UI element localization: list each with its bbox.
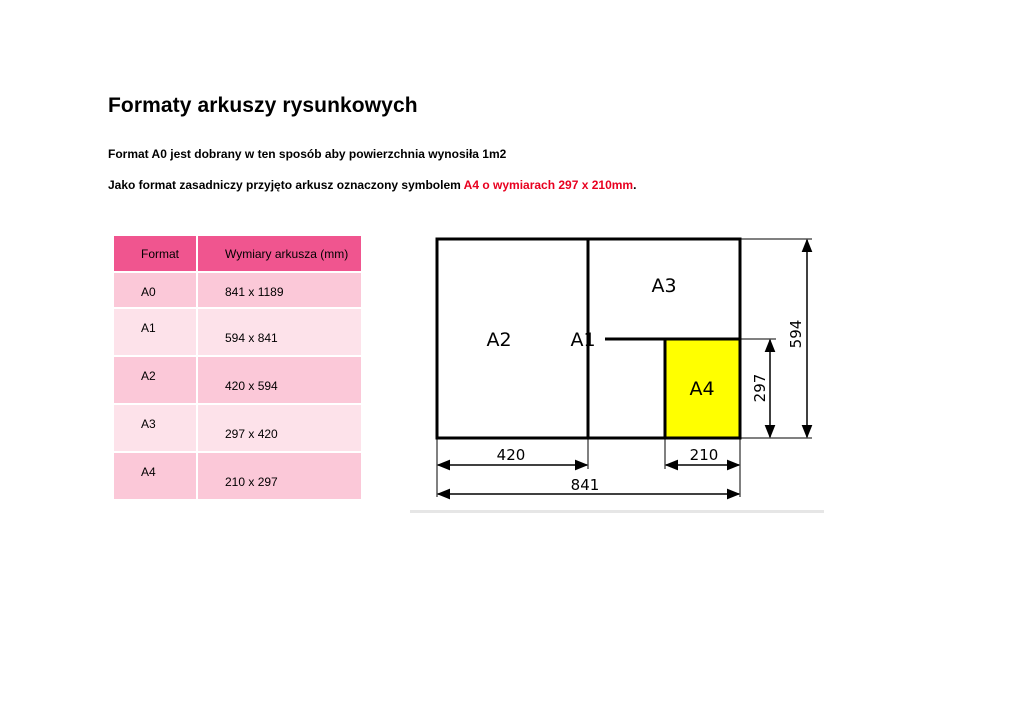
cell-size — [198, 357, 361, 403]
paragraph-a4-end: . — [633, 178, 637, 192]
cell-size-text: 420 x 594 — [225, 379, 278, 393]
table-row — [114, 273, 361, 307]
cell-format — [114, 357, 196, 403]
cell-size — [198, 453, 361, 499]
header-format: Format — [114, 236, 196, 271]
cell-format — [114, 453, 196, 499]
cell-size — [198, 405, 361, 451]
dim-label-297: 297 — [751, 373, 769, 403]
table-row — [114, 357, 361, 403]
paragraph-a4-text: Jako format zasadniczy przyjęto arkusz oznaczony symbolem — [108, 178, 464, 192]
cell-size — [198, 273, 361, 307]
image-edge — [410, 510, 824, 513]
cell-format-text: A1 — [141, 321, 156, 335]
cell-format-text: A3 — [141, 417, 156, 431]
cell-size-text: 210 x 297 — [225, 475, 278, 489]
dim-label-210: 210 — [689, 446, 719, 464]
cell-size-text: 297 x 420 — [225, 427, 278, 441]
cell-format — [114, 309, 196, 355]
formats-table — [112, 234, 363, 501]
label-a2: A2 — [486, 329, 512, 351]
label-a3: A3 — [651, 275, 677, 297]
cell-format-text: A0 — [141, 285, 156, 299]
dim-label-420: 420 — [496, 446, 526, 464]
page-title: Formaty arkuszy rysunkowych — [108, 94, 418, 117]
paragraph-a4 — [108, 178, 636, 192]
table-row — [114, 453, 361, 499]
cell-format-text: A4 — [141, 465, 156, 479]
cell-format — [114, 405, 196, 451]
label-a4: A4 — [689, 378, 715, 400]
label-a1: A1 — [570, 329, 596, 351]
paper-format-diagram — [410, 232, 830, 517]
cell-format-text: A2 — [141, 369, 156, 383]
table-row — [114, 309, 361, 355]
table-header-row — [114, 236, 361, 271]
cell-size-text: 841 x 1189 — [225, 285, 284, 299]
cell-size-text: 594 x 841 — [225, 331, 278, 345]
cell-format — [114, 273, 196, 307]
paragraph-a0: Format A0 jest dobrany w ten sposób aby powierzchnia wynosiła 1m2 — [108, 147, 507, 161]
dim-label-594: 594 — [787, 319, 805, 349]
cell-size — [198, 309, 361, 355]
dim-label-841: 841 — [570, 476, 600, 494]
table-row — [114, 405, 361, 451]
paragraph-a4-highlight: A4 o wymiarach 297 x 210mm — [463, 178, 634, 192]
header-size: Wymiary arkusza (mm) — [198, 236, 361, 271]
